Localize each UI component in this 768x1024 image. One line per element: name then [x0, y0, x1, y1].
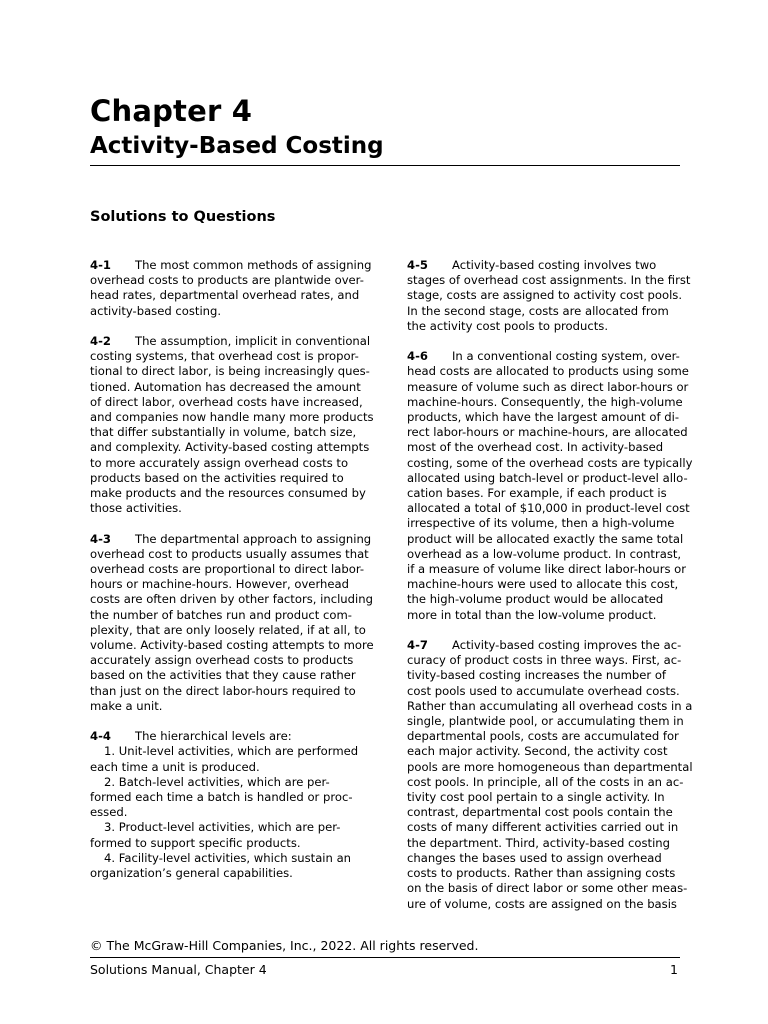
question-number: 4-7: [407, 638, 428, 653]
chapter-number: Chapter 4: [90, 94, 253, 128]
question-number: 4-5: [407, 258, 428, 272]
footer-divider: [90, 957, 680, 958]
question-4-3: 4-3 The departmental approach to assigning overhead cost to products usually assumes that overhead costs are proportional to direct labor- hours or machine-hours. However, overhead costs are often driven by other factors, including the number of batches run and product com- plexity, that are only loosely related, if at all, to volume. Activity-based costing attempts to more accurately assign overhead costs to products based on the activities that they cause rather than just on the direct labor-hours required to make a unit.: [90, 531, 374, 713]
question-number: 4-6: [407, 349, 428, 364]
section-heading: Solutions to Questions: [90, 209, 276, 225]
chapter-title: Activity-Based Costing: [90, 133, 384, 159]
question-number: 4-3: [90, 531, 111, 546]
question-4-2: 4-2 The assumption, implicit in conventional costing systems, that overhead cost is propor- tional to direct labor, is being increasingly ques- tioned. Automation has decreased the amount of direct labor, overhead costs have increased, and companies now handle many more products that differ substantially in volume, batch size, and complexity. Activity-based costing attempts to more accurately assign overhead costs to products based on the activities required to make products and the resources consumed by those activities.: [90, 334, 374, 516]
copyright-notice: © The McGraw-Hill Companies, Inc., 2022. All rights reserved.: [90, 938, 479, 953]
right-column: [407, 258, 693, 927]
list-item: 3. Product-level activities, which are per-: [104, 820, 341, 835]
footer-manual-label: Solutions Manual, Chapter 4: [90, 962, 267, 977]
question-4-5: 4-5 Activity-based costing involves two stages of overhead cost assignments. In the first stage, costs are assigned to activity cost pools. In the second stage, costs are allocated from the activity cost pools to products.: [407, 258, 691, 333]
question-4-6: 4-6 In a conventional costing system, over- head costs are allocated to products using some measure of volume such as direct labor-hours or machine-hours. Consequently, the high-volume products, which have the largest amount of di- rect labor-hours or machine-hours, are allocated most of the overhead cost. In activity-based costing, some of the overhead costs are typically allocated using batch-level or product-level allo- cation bases. For example, if each product is allocated a total of $10,000 in product-level cost irrespective of its volume, then a high-volume product will be allocated exactly the same total overhead as a low-volume product. In contrast, if a measure of volume like direct labor-hours or machine-hours were used to allocate this cost, the high-volume product would be allocated more in total than the low-volume product.: [407, 349, 693, 622]
question-4-4: 4-4 The hierarchical levels are: 1. Unit-level activities, which are performed each time a unit is produced. 2. Batch-level activities, which are per- formed each time a batch is handled or proc- essed. 3. Product-level activities, which are per- formed to support specific products. 4. Facility-level activities, which sustain an organization’s general capabilities.: [90, 729, 359, 881]
list-item: 1. Unit-level activities, which are performed: [104, 744, 359, 759]
question-4-7: 4-7 Activity-based costing improves the ac- curacy of product costs in three ways. First, ac- tivity-based costing increases the number of cost pools used to accumulate overhead costs. Rather than accumulating all overhead costs in a single, plantwide pool, or accumulating them in departmental pools, costs are accumulated for each major activity. Second, the activity cost pools are more homogeneous than departmental cost pools. In principle, all of the costs in an ac- tivity cost pool pertain to a single activity. In contrast, departmental cost pools contain the costs of many different activities carried out in the department. Third, activity-based costing changes the bases used to assign overhead costs to products. Rather than assigning costs on the basis of direct labor or some other meas- ure of volume, costs are assigned on the basis: [407, 638, 693, 911]
list-item: 4. Facility-level activities, which sustain an: [104, 850, 352, 865]
left-column: [90, 258, 374, 896]
list-item: 2. Batch-level activities, which are per-: [104, 774, 330, 789]
page-number: 1: [670, 962, 678, 977]
question-number: 4-1: [90, 258, 111, 272]
question-4-1: 4-1 The most common methods of assigning overhead costs to products are plantwide over- head rates, departmental overhead rates, and activity-based costing.: [90, 258, 372, 318]
title-divider: [90, 165, 680, 166]
question-number: 4-4: [90, 729, 111, 744]
question-number: 4-2: [90, 334, 111, 348]
